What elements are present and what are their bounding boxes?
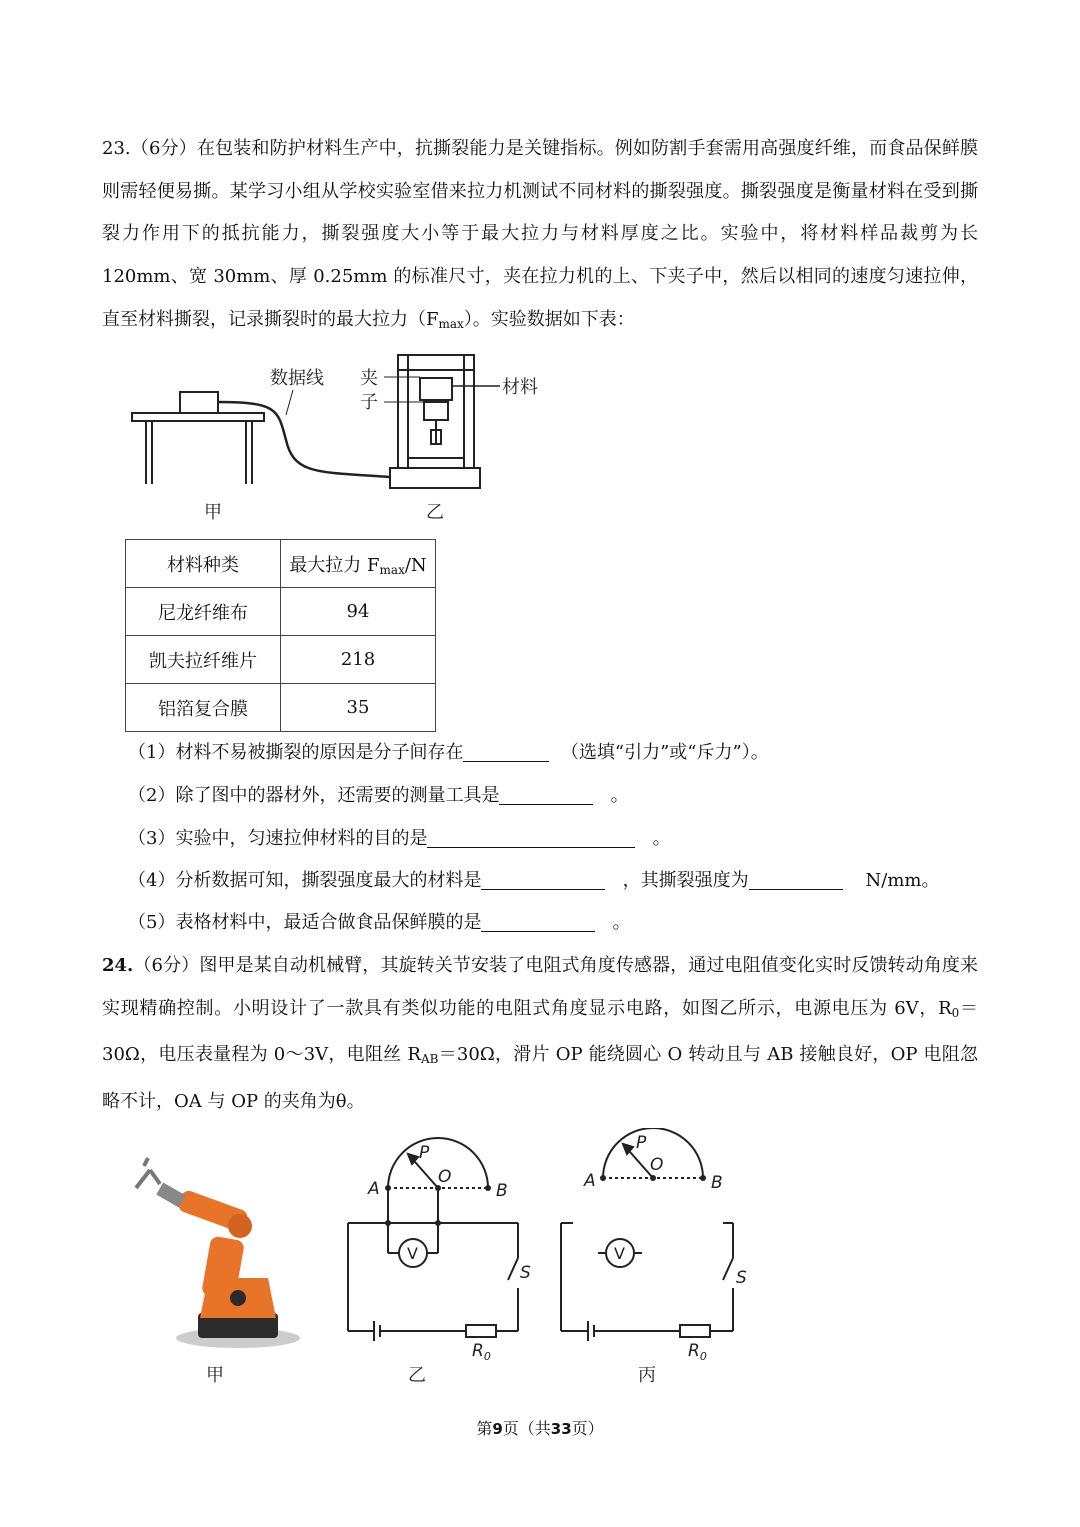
label-clamp-1: 夹 <box>360 368 378 389</box>
table-cell-force: 35 <box>281 684 436 732</box>
q23-sub2: （2）除了图中的器材外，还需要的测量工具是 。 <box>128 785 629 806</box>
label-R0-bing: $R_0$ <box>688 1341 707 1363</box>
table-row <box>126 588 436 636</box>
table-header-force: 最大拉力 $F_{max}/N$ <box>281 540 436 588</box>
table-cell-material: 尼龙纤维布 <box>126 588 281 636</box>
page-total: 33 <box>550 1420 572 1438</box>
page-footer: 第9页（共33页） <box>476 1419 604 1438</box>
label-O-bing: O <box>650 1155 664 1175</box>
label-B-bing: B <box>711 1173 723 1193</box>
q23-sub5: （5）表格材料中，最适合做食品保鲜膜的是 。 <box>128 912 631 933</box>
tensile-machine-drawing <box>384 355 500 488</box>
label-R0-yi: $R_0$ <box>472 1341 491 1363</box>
caption-jia-24: 甲 <box>206 1365 224 1386</box>
table-cell-force: 94 <box>281 588 436 636</box>
label-A-yi: A <box>368 1179 380 1199</box>
table-row <box>126 684 436 732</box>
caption-jia-23: 甲 <box>204 502 222 523</box>
label-A-bing: A <box>584 1171 596 1191</box>
q23-score: （6分） <box>130 138 197 159</box>
answer-blank[interactable] <box>749 871 843 890</box>
q23-stem-text: 在包装和防护材料生产中，抗撕裂能力是关键指标。例如防割手套需用高强度纤维，而食品保鲜膜则需轻便易撕。某学习小组从学校实验室借来拉力机测试不同材料的撕裂强度。撕裂强度是衡量材料在受到撕裂力作用下的抵抗能力，撕裂强度大小等于最大拉力与材料厚度之比。实验中，将材料样品裁剪为长 120mm、宽 30mm、厚 0.25mm 的标准尺寸，夹在拉力机的上、下夹子中，然后以相同的速度匀速拉伸，直至材料撕裂，记录撕裂时的最大拉力$(F_{max})$。实验数据如下表： <box>102 138 978 331</box>
table-cell-material: 铝箔复合膜 <box>126 684 281 732</box>
answer-blank[interactable] <box>427 829 635 848</box>
table-header-row <box>126 540 436 588</box>
caption-yi-24: 乙 <box>408 1365 426 1386</box>
answer-blank[interactable] <box>481 871 605 890</box>
q23-sub1: （1）材料不易被撕裂的原因是分子间存在 （选填“引力”或“斥力”）。 <box>128 742 769 763</box>
table-cell-material: 凯夫拉纤维片 <box>126 636 281 684</box>
q24-stem-text: 图甲是某自动机械臂，其旋转关节安装了电阻式角度传感器，通过电阻值变化实时反馈转动角度来实现精确控制。小明设计了一款具有类似功能的电阻式角度显示电路，如图乙所示，电源电压为 6V，$R_0=30\Omega$，电压表量程为 0～3V，电阻丝 $R_{AB}=30\Omega$，滑片 OP 能绕圆心 O 转动且与 AB 接触良好，OP 电阻忽略不计，OA 与 OP 的夹角为θ。 <box>102 955 979 1113</box>
circuit-yi <box>348 1138 518 1341</box>
caption-yi-23: 乙 <box>426 502 444 523</box>
table-row <box>126 636 436 684</box>
label-clamp-2: 子 <box>360 392 378 413</box>
answer-blank[interactable] <box>481 913 595 932</box>
label-O-yi: O <box>438 1167 452 1187</box>
q23-figure <box>128 350 548 530</box>
q23-stem <box>102 128 978 346</box>
robot-arm-image <box>136 1158 300 1348</box>
q24-figures <box>128 1128 758 1393</box>
label-S-yi: S <box>520 1263 531 1283</box>
q24-number: 24. <box>102 955 134 976</box>
label-V-yi: V <box>407 1244 418 1263</box>
table-header-material: 材料种类 <box>126 540 281 588</box>
label-dataline: 数据线 <box>270 368 324 389</box>
answer-blank[interactable] <box>463 743 549 762</box>
label-material: 材料 <box>502 377 538 398</box>
q24-stem <box>102 945 978 1124</box>
answer-blank[interactable] <box>499 786 593 805</box>
q24-score: （6分） <box>133 955 200 976</box>
table-cell-force: 218 <box>281 636 436 684</box>
q23-sub3: （3）实验中，匀速拉伸材料的目的是 。 <box>128 828 671 849</box>
q23-number: 23. <box>102 138 131 159</box>
lab-table-drawing <box>132 392 264 484</box>
label-B-yi: B <box>496 1181 508 1201</box>
label-S-bing: S <box>736 1268 747 1288</box>
q23-sub4: （4）分析数据可知，撕裂强度最大的材料是 ，其撕裂强度为 N/mm。 <box>128 870 940 891</box>
label-P-bing: P <box>636 1133 647 1153</box>
page-number: 9 <box>492 1420 503 1438</box>
label-V-bing: V <box>614 1244 625 1263</box>
caption-bing-24: 丙 <box>638 1365 656 1386</box>
circuit-bing <box>561 1128 733 1341</box>
tear-strength-table <box>125 539 436 732</box>
label-P-yi: P <box>419 1143 430 1163</box>
